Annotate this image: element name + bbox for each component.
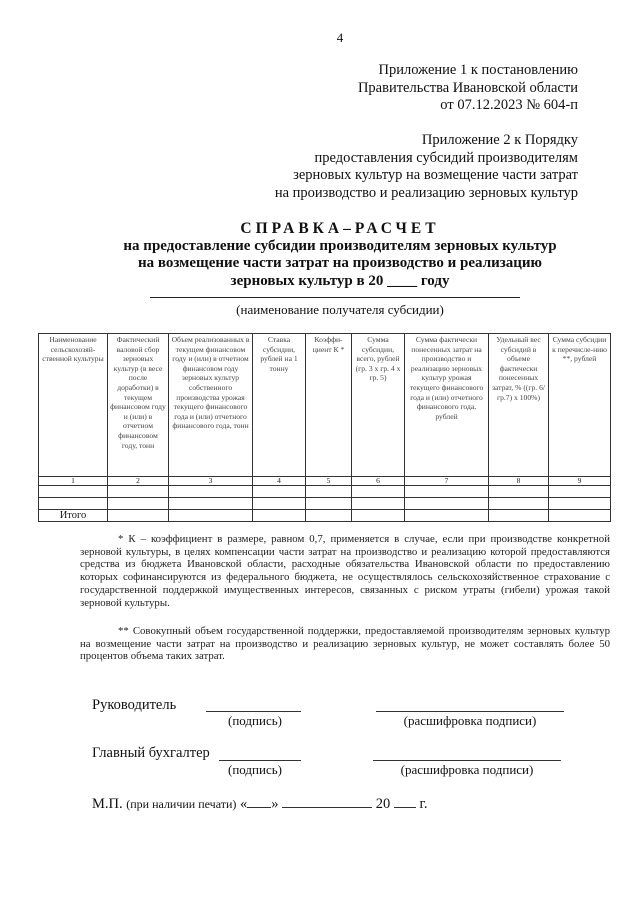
- total-cell[interactable]: [169, 510, 253, 522]
- table-cell[interactable]: [489, 486, 549, 498]
- accountant-decode-field[interactable]: [373, 760, 561, 761]
- approval-annex-2: [275, 132, 578, 202]
- column-number: 4: [253, 477, 306, 486]
- recipient-caption: (наименование получателя субсидии): [236, 302, 444, 317]
- date-month-field[interactable]: [282, 795, 372, 808]
- header-subsidy-total: Сумма субсидии, всего, рублей (гр. 3 х гр. 4 х гр. 5): [352, 334, 405, 477]
- footnote-1-text: * К – коэффициент в размере, равном 0,7, применяется в случае, если при производстве конкретной зерновой культуры, в целях компенсации части затрат на производство и реализацию которой предоставляются средства из бюджета Ивановской области, расходные обязательства Ивановской области по предоставлению которых софинансируются из федерального бюджета, не осуществлялось сельскохозяйственное страхование с государственной поддержкой имущественных интересов, связанных с риском утраты (гибели) урожая такой зерновой культуры.: [80, 533, 610, 609]
- footnote-limit: [80, 625, 610, 663]
- header-subsidy-share: Удельный вес субсидий в объеме фактически понесенных затрат, % ((гр. 6/ гр.7) х 100%): [489, 334, 549, 477]
- header-subsidy-to-transfer: Сумма субсидии к перечисле-нию **, рублей: [549, 334, 611, 477]
- total-cell[interactable]: [306, 510, 352, 522]
- table-cell[interactable]: [169, 486, 253, 498]
- head-decode-caption: (расшифровка подписи): [403, 713, 537, 728]
- title-line-year: зерновых культур в 20 ____ году: [230, 272, 450, 289]
- stamp-date-line: [92, 795, 427, 813]
- table-cell[interactable]: [108, 486, 169, 498]
- approval-2-line: на производство и реализацию зерновых культур: [274, 184, 578, 201]
- table-cell[interactable]: [306, 498, 352, 510]
- head-signature-field[interactable]: [206, 711, 301, 712]
- head-decode-field[interactable]: [376, 711, 564, 712]
- table-cell[interactable]: [489, 498, 549, 510]
- header-gross-harvest: Фактический валовой сбор зерновых культур (в весе после доработки) в текущем финансовом году и (или) в отчетном финансовом году, тонн: [108, 334, 169, 477]
- table-cell[interactable]: [108, 498, 169, 510]
- table-cell[interactable]: [39, 486, 108, 498]
- header-subsidy-rate: Ставка субсидии, рублей на 1 тонну: [253, 334, 306, 477]
- column-number: 9: [549, 477, 611, 486]
- header-crop-name: Наименование сельскохозяй-ственной культуры: [39, 334, 108, 477]
- column-number: 7: [405, 477, 489, 486]
- approval-2-line: зерновых культур на возмещение части затрат: [293, 167, 578, 183]
- total-row: [39, 510, 611, 522]
- table-cell[interactable]: [39, 498, 108, 510]
- calculation-table: [38, 333, 611, 522]
- total-cell[interactable]: [352, 510, 405, 522]
- column-number: 6: [352, 477, 405, 486]
- accountant-label: Главный бухгалтер: [92, 745, 210, 761]
- title-main: СПРАВКА–РАСЧЕТ: [240, 220, 440, 237]
- approval-2-line: Приложение 2 к Порядку: [421, 132, 578, 148]
- table-cell[interactable]: [549, 498, 611, 510]
- table-row: [39, 486, 611, 498]
- approval-2-line: предоставления субсидий производителям: [314, 149, 578, 166]
- table-cell[interactable]: [352, 486, 405, 498]
- column-number: 2: [108, 477, 169, 486]
- page-number: 4: [336, 30, 344, 45]
- header-coefficient: Коэффи-циент К *: [306, 334, 352, 477]
- title-line: на предоставление субсидии производителям зерновых культур: [123, 237, 557, 254]
- total-cell[interactable]: [253, 510, 306, 522]
- head-signature-caption: (подпись): [228, 713, 282, 728]
- approval-1-line: Приложение 1 к постановлению: [378, 62, 578, 78]
- title-line: на возмещение части затрат на производство и реализацию: [137, 255, 543, 271]
- document-title: [0, 220, 640, 290]
- total-cell[interactable]: [108, 510, 169, 522]
- stamp-label: М.П.: [92, 796, 123, 812]
- table-cell[interactable]: [169, 498, 253, 510]
- table-cell[interactable]: [352, 498, 405, 510]
- column-number: 8: [489, 477, 549, 486]
- total-cell[interactable]: [489, 510, 549, 522]
- year-suffix: г.: [419, 796, 428, 812]
- column-number-row: [39, 477, 611, 486]
- date-close-quote: »: [271, 796, 279, 812]
- total-label: Итого: [39, 510, 108, 522]
- footnote-coefficient: [80, 533, 610, 609]
- footnote-2-text: ** Совокупный объем государственной поддержки, предоставляемой производителям зерновых культур на возмещение части затрат на производство и реализацию зерновых культур, не может составлять более 50 процентов объема таких затрат.: [80, 625, 610, 663]
- approval-1-line: Правительства Ивановской области: [357, 79, 578, 96]
- approval-annex-1: [358, 62, 578, 115]
- table-row: [39, 498, 611, 510]
- approval-1-line: от 07.12.2023 № 604-п: [440, 97, 578, 113]
- date-day-field[interactable]: [247, 795, 271, 808]
- table-cell[interactable]: [253, 486, 306, 498]
- table-cell[interactable]: [253, 498, 306, 510]
- header-actual-costs: Сумма фактически понесенных затрат на производство и реализацию зерновых культур урожая текущего финансового года и (или) отчетного финансового года, рублей: [405, 334, 489, 477]
- column-number: 1: [39, 477, 108, 486]
- table-cell[interactable]: [405, 498, 489, 510]
- total-cell[interactable]: [405, 510, 489, 522]
- stamp-note: (при наличии печати): [126, 797, 237, 811]
- date-year-field[interactable]: [394, 795, 416, 808]
- head-label: Руководитель: [92, 697, 177, 713]
- total-cell[interactable]: [549, 510, 611, 522]
- accountant-decode-caption: (расшифровка подписи): [400, 762, 534, 777]
- table-cell[interactable]: [405, 486, 489, 498]
- accountant-signature-field[interactable]: [219, 760, 301, 761]
- column-number: 5: [306, 477, 352, 486]
- year-prefix: 20: [375, 796, 391, 812]
- table-header-row: [39, 334, 611, 477]
- header-sold-volume: Объем реализованных в текущем финансовом году и (или) в отчетном финансовом году зерновых культур собственного производства урожая текущего финансового года и (или) отчетного финансового года, тонн: [169, 334, 253, 477]
- accountant-signature-caption: (подпись): [228, 762, 282, 777]
- date-open-quote: «: [240, 796, 248, 812]
- column-number: 3: [169, 477, 253, 486]
- table-cell[interactable]: [549, 486, 611, 498]
- recipient-name-field[interactable]: [150, 297, 520, 298]
- table-cell[interactable]: [306, 486, 352, 498]
